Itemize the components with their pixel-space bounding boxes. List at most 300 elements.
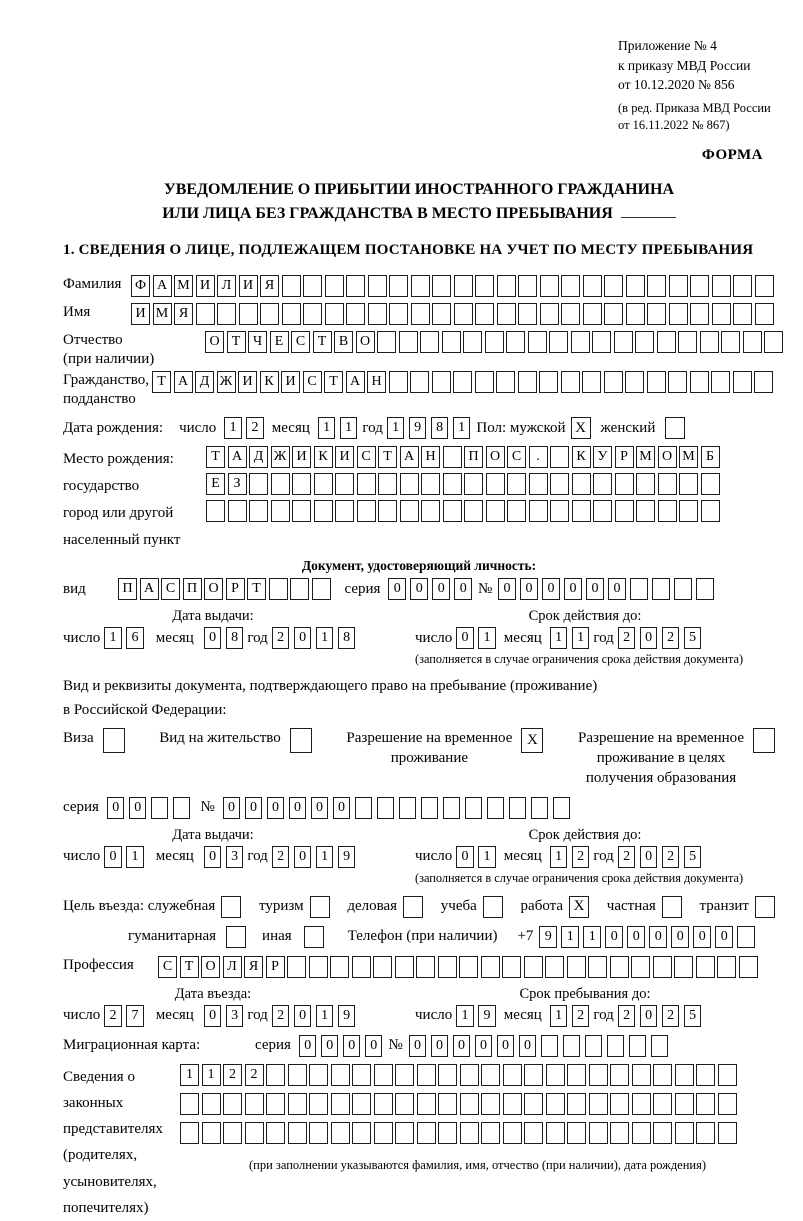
char-cell: Н (421, 446, 440, 468)
char-cell: И (239, 275, 258, 297)
birth-year-cells (387, 417, 471, 439)
char-cell (282, 275, 301, 297)
char-cell (764, 331, 783, 353)
purpose-other-label: иная (262, 928, 292, 945)
char-cell (260, 303, 279, 325)
month-label: месяц (503, 848, 542, 865)
char-cell (567, 956, 586, 978)
char-cell (561, 303, 580, 325)
char-cell: Д (249, 446, 268, 468)
char-cell (549, 331, 568, 353)
purpose-transit-checkbox (755, 896, 775, 918)
identity-doc-heading: Документ, удостоверяющий личность: (301, 558, 537, 574)
char-cell (454, 303, 473, 325)
citizenship-label: Гражданство, подданство (63, 372, 150, 408)
char-cell (239, 303, 258, 325)
doc-issue-day-cells (104, 627, 144, 649)
char-cell: И (238, 371, 257, 393)
char-cell: И (281, 371, 300, 393)
entry-month-cells (204, 1005, 244, 1027)
char-cell (668, 371, 687, 393)
char-cell: 0 (343, 1035, 361, 1057)
char-cell (288, 1064, 307, 1086)
char-cell: 0 (267, 797, 285, 819)
char-cell (690, 275, 709, 297)
char-cell (589, 1093, 608, 1115)
valid-note: (заполняется в случае ограничения срока действия документа) (415, 870, 744, 885)
char-cell (357, 473, 376, 495)
char-cell (502, 956, 521, 978)
char-cell: А (140, 578, 159, 600)
char-cell: 0 (605, 926, 623, 948)
char-cell: 1 (180, 1064, 199, 1086)
char-cell: 0 (640, 846, 658, 868)
char-cell (696, 578, 714, 600)
char-cell: 0 (104, 846, 122, 868)
res-number-label: № (200, 799, 215, 816)
char-cell: 0 (365, 1035, 383, 1057)
form-label: ФОРМА (701, 146, 763, 163)
mig-number-cells (409, 1035, 669, 1057)
doc-series-cells (388, 578, 472, 600)
char-cell (630, 578, 648, 600)
char-cell (309, 1064, 328, 1086)
char-cell: 0 (299, 1035, 317, 1057)
char-cell (292, 500, 311, 522)
char-cell: У (593, 446, 612, 468)
char-cell (202, 1093, 221, 1115)
doc-number-label: № (477, 580, 493, 597)
residence-doc-paragraph: Вид и реквизиты документа, подтверждающего право на пребывание (проживание) в Российской Федерации: (63, 678, 598, 718)
char-cell (658, 500, 677, 522)
visa-checkbox (103, 728, 125, 753)
char-cell (481, 1093, 500, 1115)
char-cell (481, 1064, 500, 1086)
char-cell (701, 500, 720, 522)
char-cell: М (153, 303, 172, 325)
char-cell: Я (174, 303, 193, 325)
appendix-block (618, 36, 803, 135)
char-cell (669, 275, 688, 297)
char-cell: 9 (539, 926, 557, 948)
char-cell (459, 956, 478, 978)
char-cell: 1 (316, 627, 334, 649)
char-cell: 1 (453, 417, 471, 439)
field-birthplace (63, 446, 775, 554)
birth-month-cells (318, 417, 358, 439)
char-cell (636, 500, 655, 522)
name-label: Имя (63, 303, 91, 320)
char-cell: К (572, 446, 591, 468)
char-cell (410, 371, 429, 393)
char-cell: 1 (572, 627, 590, 649)
char-cell (755, 303, 774, 325)
char-cell (464, 500, 483, 522)
mig-number-label: № (388, 1037, 403, 1054)
valid-note: (заполняется в случае ограничения срока действия документа) (415, 652, 744, 667)
char-cell: П (118, 578, 137, 600)
char-cell (417, 1093, 436, 1115)
char-cell (432, 275, 451, 297)
char-cell: 5 (684, 846, 702, 868)
char-cell (653, 956, 672, 978)
revision-line: (в ред. Приказа МВД России (618, 100, 771, 115)
char-cell (399, 797, 417, 819)
char-cell: 8 (431, 417, 449, 439)
char-cell (567, 1064, 586, 1086)
char-cell (395, 1122, 414, 1144)
field-visit-purpose (63, 896, 775, 918)
char-cell (529, 473, 548, 495)
char-cell (180, 1093, 199, 1115)
char-cell (679, 500, 698, 522)
char-cell (180, 1122, 199, 1144)
char-cell (561, 371, 580, 393)
char-cell: 2 (618, 1005, 636, 1027)
char-cell: 0 (627, 926, 645, 948)
char-cell: 2 (662, 846, 680, 868)
day-label: число (415, 1007, 453, 1024)
char-cell (524, 1122, 543, 1144)
char-cell (352, 1093, 371, 1115)
char-cell: Ф (131, 275, 150, 297)
char-cell (593, 500, 612, 522)
char-cell (700, 331, 719, 353)
char-cell: 0 (204, 627, 222, 649)
char-cell: Ж (217, 371, 236, 393)
char-cell: 2 (223, 1064, 242, 1086)
char-cell (739, 956, 758, 978)
char-cell (331, 1122, 350, 1144)
char-cell (507, 473, 526, 495)
char-cell: 9 (478, 1005, 496, 1027)
char-cell: 2 (104, 1005, 122, 1027)
char-cell (314, 500, 333, 522)
char-cell: 2 (618, 846, 636, 868)
blank-underline (621, 204, 676, 218)
char-cell (400, 500, 419, 522)
char-cell: 5 (684, 627, 702, 649)
rvp-education-checkbox (753, 728, 775, 753)
char-cell: И (292, 446, 311, 468)
char-cell: 0 (586, 578, 604, 600)
field-patronymic (63, 331, 775, 369)
char-cell: 2 (572, 1005, 590, 1027)
char-cell (223, 1122, 242, 1144)
phone-label: Телефон (при наличии) (347, 928, 498, 945)
char-cell (653, 1122, 672, 1144)
purpose-private-checkbox (662, 896, 682, 918)
patronymic-label: Отчество (при наличии) (63, 331, 155, 367)
char-cell: А (153, 275, 172, 297)
char-cell (583, 275, 602, 297)
patronymic-cells (205, 331, 783, 353)
stay-month-cells (550, 1005, 590, 1027)
char-cell: О (201, 956, 220, 978)
char-cell (604, 275, 623, 297)
char-cell (651, 1035, 669, 1057)
char-cell: 0 (294, 846, 312, 868)
citizenship-cells (152, 371, 773, 393)
stay-day-cells (456, 1005, 496, 1027)
char-cell (589, 1122, 608, 1144)
char-cell: 8 (338, 627, 356, 649)
purpose-study-label: учеба (440, 898, 477, 915)
legal-reps-note: (при заполнении указываются фамилия, имя, отчество (при наличии), дата рождения) (248, 1157, 707, 1172)
char-cell (588, 956, 607, 978)
char-cell: П (183, 578, 202, 600)
field-visit-purpose-2 (63, 926, 775, 948)
day-label: число (63, 1007, 101, 1024)
mig-series-label: серия (255, 1037, 291, 1054)
char-cell (550, 473, 569, 495)
option-residence-permit: Вид на жительство (159, 728, 311, 753)
mig-series-cells (299, 1035, 383, 1057)
char-cell: 0 (564, 578, 582, 600)
char-cell (550, 500, 569, 522)
char-cell (399, 331, 418, 353)
char-cell (585, 1035, 603, 1057)
char-cell (309, 1093, 328, 1115)
char-cell (346, 303, 365, 325)
char-cell: И (131, 303, 150, 325)
char-cell (712, 303, 731, 325)
char-cell: 1 (478, 846, 496, 868)
birthplace-row3-cells (206, 500, 720, 522)
char-cell (701, 473, 720, 495)
char-cell: 0 (129, 797, 147, 819)
char-cell (506, 331, 525, 353)
appendix-line: к приказу МВД России (618, 57, 751, 73)
char-cell (674, 956, 693, 978)
migration-card-label: Миграционная карта: (63, 1037, 201, 1054)
char-cell (754, 371, 773, 393)
char-cell (631, 956, 650, 978)
char-cell: 0 (519, 1035, 537, 1057)
char-cell (346, 275, 365, 297)
char-cell (518, 303, 537, 325)
res-number-cells (223, 797, 571, 819)
doc-issue-year-cells (272, 627, 356, 649)
valid-until-heading: Срок действия до: (528, 608, 642, 625)
char-cell (443, 473, 462, 495)
char-cell (303, 275, 322, 297)
birth-day-cells (224, 417, 264, 439)
char-cell (465, 797, 483, 819)
day-label: число (415, 629, 453, 646)
char-cell: 8 (226, 627, 244, 649)
char-cell: 1 (202, 1064, 221, 1086)
char-cell (421, 473, 440, 495)
char-cell: 1 (316, 846, 334, 868)
char-cell: 0 (409, 1035, 427, 1057)
stay-year-cells (618, 1005, 702, 1027)
char-cell (411, 303, 430, 325)
sex-male-checkbox: X (571, 417, 591, 439)
char-cell (610, 1122, 629, 1144)
char-cell (733, 303, 752, 325)
char-cell: Т (227, 331, 246, 353)
char-cell (539, 371, 558, 393)
char-cell (460, 1093, 479, 1115)
char-cell (647, 371, 666, 393)
char-cell: 2 (272, 627, 290, 649)
char-cell: Т (206, 446, 225, 468)
char-cell: 2 (662, 1005, 680, 1027)
char-cell: Р (266, 956, 285, 978)
char-cell: . (529, 446, 548, 468)
purpose-official-label: Цель въезда: служебная (63, 898, 216, 915)
field-residence-series (63, 797, 775, 819)
char-cell: 2 (272, 846, 290, 868)
char-cell (374, 1093, 393, 1115)
char-cell (223, 1093, 242, 1115)
char-cell (529, 500, 548, 522)
legal-reps-row1-cells (180, 1064, 775, 1086)
char-cell (202, 1122, 221, 1144)
day-label: число (179, 419, 217, 436)
char-cell (475, 371, 494, 393)
char-cell: 9 (409, 417, 427, 439)
char-cell: 0 (520, 578, 538, 600)
legal-reps-row2-cells (180, 1093, 775, 1115)
char-cell (389, 371, 408, 393)
char-cell (497, 275, 516, 297)
char-cell (288, 1122, 307, 1144)
char-cell (463, 331, 482, 353)
char-cell (711, 371, 730, 393)
char-cell (497, 303, 516, 325)
profession-cells (158, 956, 758, 978)
sex-male-label: Пол: мужской (476, 419, 566, 436)
char-cell (269, 578, 288, 600)
char-cell: 7 (126, 1005, 144, 1027)
char-cell: 1 (550, 846, 568, 868)
char-cell (674, 578, 692, 600)
char-cell (690, 371, 709, 393)
month-label: месяц (503, 629, 542, 646)
stay-until-heading: Срок пребывания до: (519, 985, 651, 1002)
char-cell: 0 (454, 578, 472, 600)
char-cell (417, 1064, 436, 1086)
char-cell (733, 371, 752, 393)
char-cell (657, 331, 676, 353)
char-cell: Т (313, 331, 332, 353)
char-cell: Е (270, 331, 289, 353)
char-cell (541, 1035, 559, 1057)
field-surname (63, 275, 775, 297)
char-cell (421, 797, 439, 819)
res-series-label: серия (63, 799, 99, 816)
char-cell: 1 (224, 417, 242, 439)
sex-female-checkbox (665, 417, 685, 439)
char-cell (460, 1064, 479, 1086)
form-title-line2: ИЛИ ЛИЦА БЕЗ ГРАЖДАНСТВА В МЕСТО ПРЕБЫВАНИЯ (63, 202, 775, 226)
char-cell (546, 1122, 565, 1144)
char-cell (647, 275, 666, 297)
birth-date-label: Дата рождения: (63, 419, 164, 436)
char-cell: 2 (662, 627, 680, 649)
char-cell (368, 275, 387, 297)
char-cell: 0 (640, 1005, 658, 1027)
purpose-tourism-checkbox (310, 896, 330, 918)
field-legal-representatives (63, 1064, 775, 1221)
char-cell (743, 331, 762, 353)
char-cell: П (464, 446, 483, 468)
appendix-line: Приложение № 4 (618, 38, 717, 53)
sex-female-label: женский (600, 419, 656, 436)
char-cell (417, 1122, 436, 1144)
purpose-official-checkbox (221, 896, 241, 918)
char-cell (615, 473, 634, 495)
char-cell (395, 956, 414, 978)
doc-valid-day-cells (456, 627, 496, 649)
char-cell: 1 (318, 417, 336, 439)
char-cell (518, 371, 537, 393)
birthplace-label: Место рождения: государство город или другой населенный пункт (63, 451, 181, 549)
char-cell (266, 1122, 285, 1144)
char-cell (325, 303, 344, 325)
char-cell: 0 (693, 926, 711, 948)
char-cell: 0 (388, 578, 406, 600)
purpose-transit-label: транзит (699, 898, 749, 915)
char-cell: И (335, 446, 354, 468)
char-cell: А (400, 446, 419, 468)
char-cell: 0 (204, 1005, 222, 1027)
char-cell (614, 331, 633, 353)
surname-label: Фамилия (63, 275, 122, 292)
char-cell: Б (701, 446, 720, 468)
legal-reps-row3-cells (180, 1122, 775, 1144)
char-cell: 6 (126, 627, 144, 649)
char-cell (561, 275, 580, 297)
appendix-line: от 10.12.2020 № 856 (618, 77, 735, 93)
char-cell: 0 (475, 1035, 493, 1057)
char-cell: 2 (272, 1005, 290, 1027)
char-cell (421, 500, 440, 522)
year-label: год (593, 629, 614, 646)
char-cell (309, 1122, 328, 1144)
char-cell (712, 275, 731, 297)
purpose-humanitarian-label: гуманитарная (128, 928, 217, 945)
char-cell (443, 446, 462, 468)
char-cell: О (204, 578, 223, 600)
char-cell (653, 1093, 672, 1115)
char-cell: Т (378, 446, 397, 468)
char-cell (636, 473, 655, 495)
char-cell (266, 1093, 285, 1115)
char-cell (325, 275, 344, 297)
char-cell: 0 (456, 627, 474, 649)
char-cell (378, 473, 397, 495)
char-cell (718, 1064, 737, 1086)
char-cell (245, 1093, 264, 1115)
char-cell (282, 303, 301, 325)
char-cell (287, 956, 306, 978)
char-cell (696, 1122, 715, 1144)
char-cell (503, 1064, 522, 1086)
char-cell (690, 303, 709, 325)
char-cell: 0 (321, 1035, 339, 1057)
char-cell (571, 331, 590, 353)
char-cell (400, 473, 419, 495)
char-cell (395, 1064, 414, 1086)
month-label: месяц (155, 1007, 194, 1024)
doc-number-cells (498, 578, 714, 600)
residence-permit-checkbox (290, 728, 312, 753)
char-cell: И (196, 275, 215, 297)
char-cell (572, 500, 591, 522)
